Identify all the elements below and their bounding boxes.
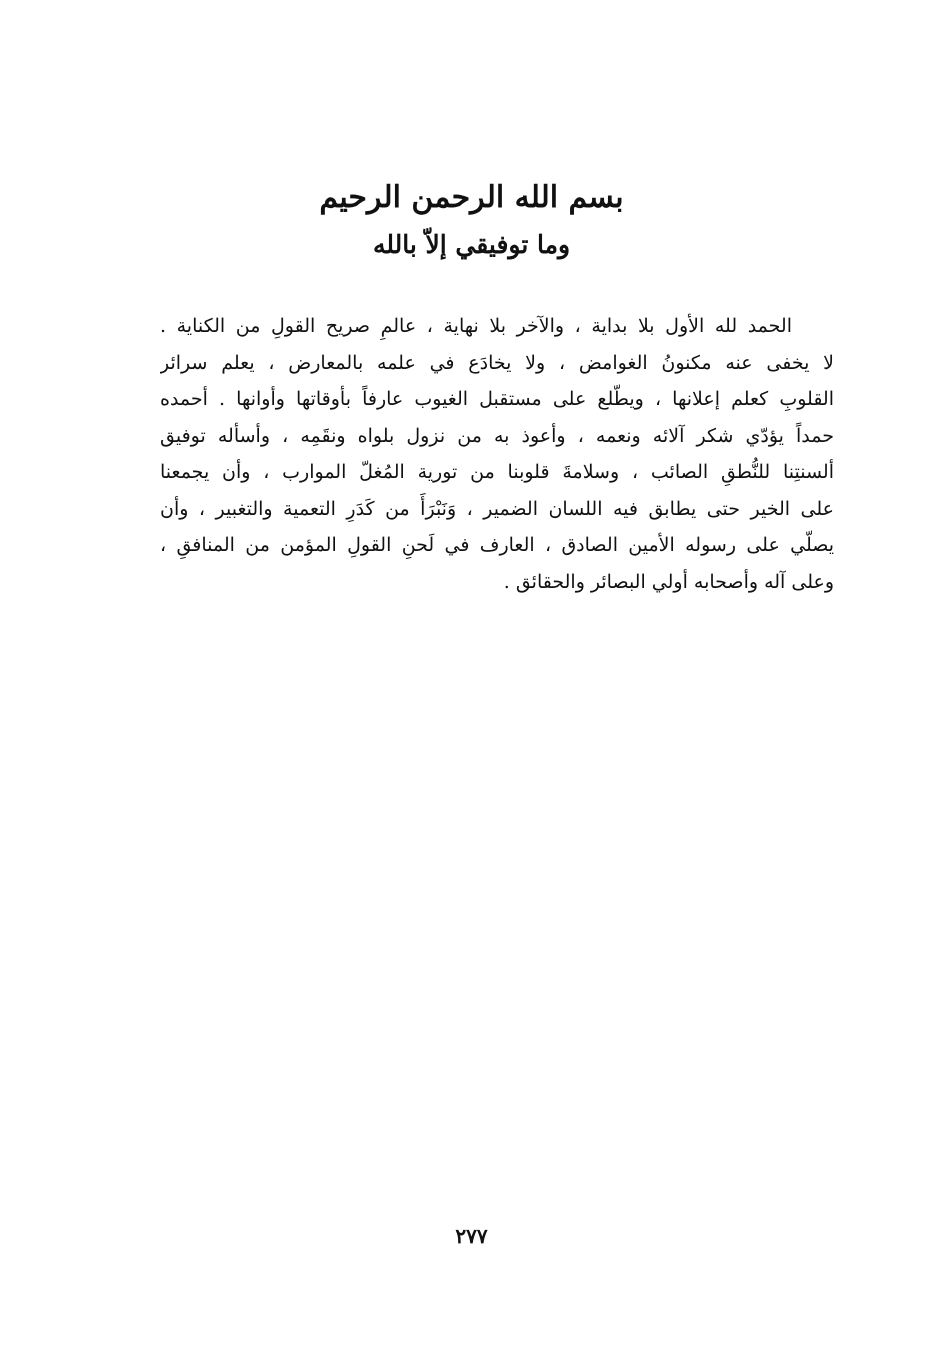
text-line: على الخير حتى يطابق فيه اللسان الضمير ، وَنَبْرَأَ من كَدَرِ التعمية والتغبير ، وأن	[160, 497, 834, 520]
subheading: وما توفيقي إلاّ بالله	[372, 230, 571, 259]
text-line: القلوبِ كعلم إعلانها ، ويطّلع على مستقبل الغيوب عارفاً بأوقاتها وأوانها . أحمده	[160, 388, 834, 410]
text-line: ألسنتِنا للنُّطقِ الصائب ، وسلامةَ قلوبنا من تورية المُغلّ الموارب ، وأن يجمعنا	[160, 461, 834, 483]
text-line: وعلى آله وأصحابه أولي البصائر والحقائق .	[503, 570, 834, 593]
paragraph	[160, 308, 834, 600]
text-line: حمداً يؤدّي شكر آلائه ونعمه ، وأعوذ به من نزول بلواه ونقَمِه ، وأسأله توفيق	[160, 424, 834, 447]
page-number: ٢٧٧	[455, 1224, 488, 1248]
text-line: يصلّي على رسوله الأمين الصادق ، العارف في لَحنِ القولِ المؤمن من المنافقِ ،	[160, 534, 834, 556]
text-line: الحمد لله الأول بلا بداية ، والآخر بلا نهاية ، عالمِ صريح القولِ من الكناية .	[160, 315, 792, 337]
basmala-heading: بسم الله الرحمن الرحيم	[319, 180, 624, 215]
text-line: لا يخفى عنه مكنونُ الغوامض ، ولا يخادَع في علمه بالمعارض ، يعلم سرائر	[160, 351, 834, 374]
